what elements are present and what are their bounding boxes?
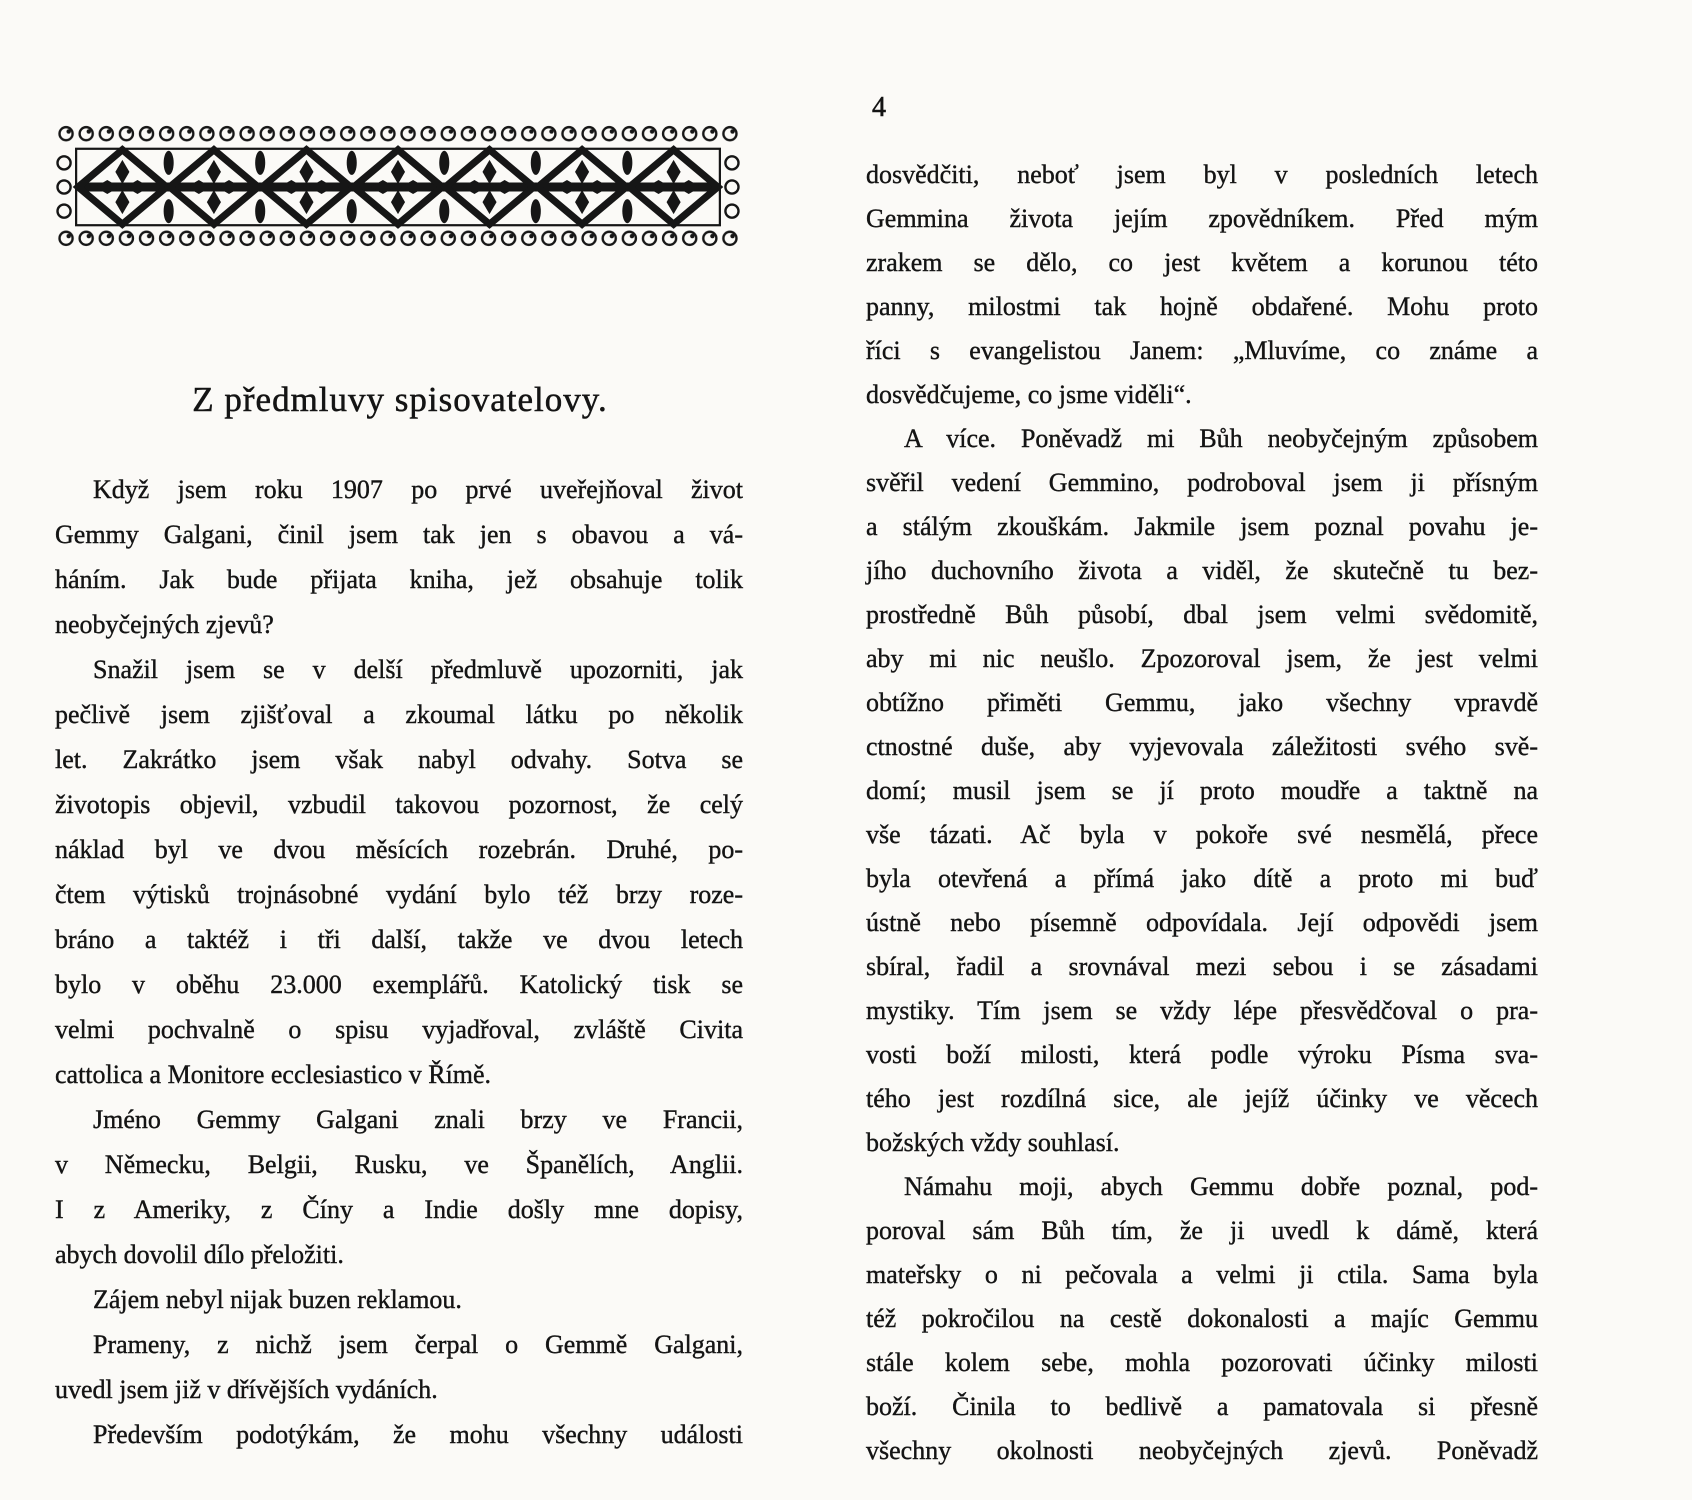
text-line: Námahu moji, abych Gemmu dobře poznal, pod- bbox=[904, 1172, 1538, 1201]
text-line: háním. Jak bude přijata kniha, jež obsahuje tolik bbox=[55, 565, 743, 594]
text-line: ústně nebo písemně odpovídala. Její odpovědi jsem bbox=[866, 908, 1538, 937]
text-line: též pokročilou na cestě dokonalosti a majíc Gemmu bbox=[866, 1304, 1538, 1333]
text-line: Když jsem roku 1907 po prvé uveřejňoval život bbox=[93, 475, 743, 504]
text-line: svěřil vedení Gemmino, podroboval jsem ji přísným bbox=[866, 468, 1538, 497]
text-line: Zájem nebyl nijak buzen reklamou. bbox=[93, 1285, 462, 1314]
text-line: jího duchovního života a viděl, že skutečně tu bez- bbox=[866, 556, 1538, 585]
text-line: dosvědčujeme, co jsme viděli“. bbox=[866, 380, 1192, 409]
text-line: v Německu, Belgii, Rusku, ve Španělích, Anglii. bbox=[55, 1150, 743, 1179]
ornament-border bbox=[56, 120, 740, 254]
text-line: čtem výtisků trojnásobné vydání bylo též brzy roze- bbox=[55, 880, 743, 909]
text-line: mateřsky o ni pečovala a velmi ji ctila. Sama byla bbox=[866, 1260, 1538, 1289]
text-line: tého jest rozdílná sice, ale jejíž účinky ve věcech bbox=[866, 1084, 1538, 1113]
text-line: a stálým zkouškám. Jakmile jsem poznal povahu je- bbox=[866, 512, 1538, 541]
text-line: cattolica a Monitore ecclesiastico v Římě. bbox=[55, 1060, 492, 1089]
text-line: stále kolem sebe, mohla pozorovati účinky milosti bbox=[866, 1348, 1538, 1377]
scroll-row-top bbox=[56, 121, 740, 147]
text-line: životopis objevil, vzbudil takovou pozornost, že celý bbox=[55, 790, 743, 819]
text-line: sbíral, řadil a srovnával mezi sebou i se zásadami bbox=[866, 952, 1538, 981]
text-line: I z Ameriky, z Číny a Indie došly mne dopisy, bbox=[55, 1195, 743, 1224]
text-line: Jméno Gemmy Galgani znali brzy ve Francii, bbox=[93, 1105, 743, 1134]
text-line: prostředně Bůh působí, dbal jsem velmi svědomitě, bbox=[866, 600, 1538, 629]
text-line: obtížno přiměti Gemmu, jako všechny vpravdě bbox=[866, 688, 1538, 717]
text-line: říci s evangelistou Janem: „Mluvíme, co známe a bbox=[866, 336, 1538, 365]
text-line: mystiky. Tím jsem se vždy lépe přesvědčoval o pra- bbox=[866, 996, 1538, 1025]
text-line: Prameny, z nichž jsem čerpal o Gemmě Galgani, bbox=[93, 1330, 743, 1359]
text-line: bráno a taktéž i tři další, takže ve dvou letech bbox=[55, 925, 743, 954]
text-line: uvedl jsem již v dřívějších vydáních. bbox=[55, 1375, 438, 1404]
text-line: domí; musil jsem se jí proto moudře a taktně na bbox=[866, 776, 1538, 805]
text-line: boží. Činila to bedlivě a pamatovala si přesně bbox=[866, 1392, 1538, 1421]
text-line: byla otevřená a přímá jako dítě a proto mi buď bbox=[866, 864, 1538, 893]
text-line: bylo v oběhu 23.000 exemplářů. Katolický tisk se bbox=[55, 970, 743, 999]
text-line: vosti boží milosti, která podle výroku Písma sva- bbox=[866, 1040, 1538, 1069]
text-line: velmi pochvalně o spisu vyjadřoval, zvláště Civita bbox=[55, 1015, 743, 1044]
text-line: Gemmina života jejím zpovědníkem. Před mým bbox=[866, 204, 1538, 233]
text-line: náklad byl ve dvou měsících rozebrán. Druhé, po- bbox=[55, 835, 743, 864]
text-line: všechny okolnosti neobyčejných zjevů. Poněvadž bbox=[866, 1436, 1538, 1465]
text-line: A více. Poněvadž mi Bůh neobyčejným způsobem bbox=[904, 424, 1538, 453]
section-heading: Z předmluvy spisovatelovy. bbox=[192, 380, 608, 419]
text-line: vše tázati. Ač byla v pokoře své nesmělá, přece bbox=[866, 820, 1538, 849]
text-line: Snažil jsem se v delší předmluvě upozorniti, jak bbox=[93, 655, 743, 684]
scroll-row-bottom bbox=[56, 227, 740, 253]
text-line: aby mi nic neušlo. Zpozoroval jsem, že jest velmi bbox=[866, 644, 1538, 673]
text-line: pečlivě jsem zjišťoval a zkoumal látku po několik bbox=[55, 700, 743, 729]
text-line: božských vždy souhlasí. bbox=[866, 1128, 1120, 1157]
text-line: Gemmy Galgani, činil jsem tak jen s obavou a vá- bbox=[55, 520, 743, 549]
text-line: panny, milostmi tak hojně obdařené. Mohu proto bbox=[866, 292, 1538, 321]
text-line: Především podotýkám, že mohu všechny události bbox=[93, 1420, 743, 1449]
left-page-text bbox=[55, 467, 743, 1457]
text-line: poroval sám Bůh tím, že ji uvedl k dámě, která bbox=[866, 1216, 1538, 1245]
text-line: zrakem se dělo, co jest květem a korunou této bbox=[866, 248, 1538, 277]
text-line: ctnostné duše, aby vyjevovala záležitosti svého svě- bbox=[866, 732, 1538, 761]
page-number: 4 bbox=[872, 92, 886, 123]
text-line: let. Zakrátko jsem však nabyl odvahy. Sotva se bbox=[55, 745, 743, 774]
text-line: neobyčejných zjevů? bbox=[55, 610, 274, 639]
text-line: dosvědčiti, neboť jsem byl v posledních letech bbox=[866, 160, 1538, 189]
right-page-text bbox=[866, 153, 1538, 1473]
text-line: abych dovolil dílo přeložiti. bbox=[55, 1240, 344, 1269]
